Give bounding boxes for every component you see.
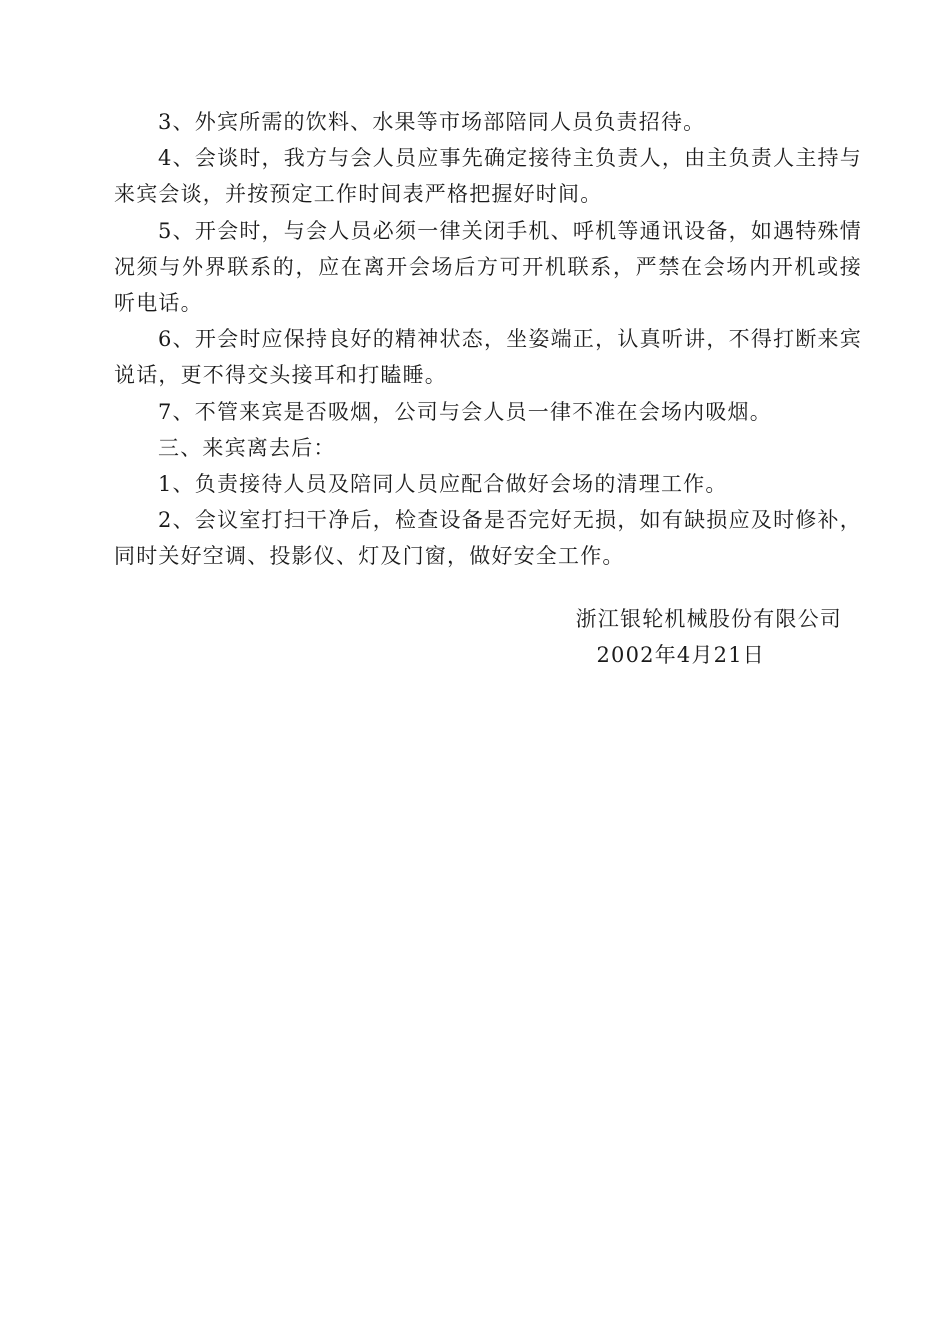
company-name: 浙江银轮机械股份有限公司: [575, 607, 842, 631]
paragraph-item-4: 4、会谈时，我方与会人员应事先确定接待主负责人，由主负责人主持与来宾会谈，并按预定工作时间表严格把握好时间。: [114, 146, 862, 207]
paragraph-item-5: 5、开会时，与会人员必须一律关闭手机、呼机等通讯设备，如遇特殊情况须与外界联系的，应在离开会场后方可开机联系，严禁在会场内开机或接听电话。: [114, 218, 862, 316]
document-body: [114, 104, 862, 575]
section-item-1: 1、负责接待人员及陪同人员应配合做好会场的清理工作。: [158, 472, 728, 497]
signature-block: [540, 601, 860, 674]
paragraph-item-3: 3、外宾所需的饮料、水果等市场部陪同人员负责招待。: [158, 110, 706, 134]
section-item-2: 2、会议室打扫干净后，检查设备是否完好无损，如有缺损应及时修补，同时关好空调、投影仪、灯及门窗，做好安全工作。: [114, 508, 862, 569]
document-date: 2002年4月21日: [596, 643, 765, 668]
paragraph-item-7: 7、不管来宾是否吸烟，公司与会人员一律不准在会场内吸烟。: [158, 399, 772, 424]
section-heading: 三、来宾离去后：: [158, 435, 336, 460]
paragraph-item-6: 6、开会时应保持良好的精神状态，坐姿端正，认真听讲，不得打断来宾说话，更不得交头接耳和打瞌睡。: [114, 327, 862, 388]
